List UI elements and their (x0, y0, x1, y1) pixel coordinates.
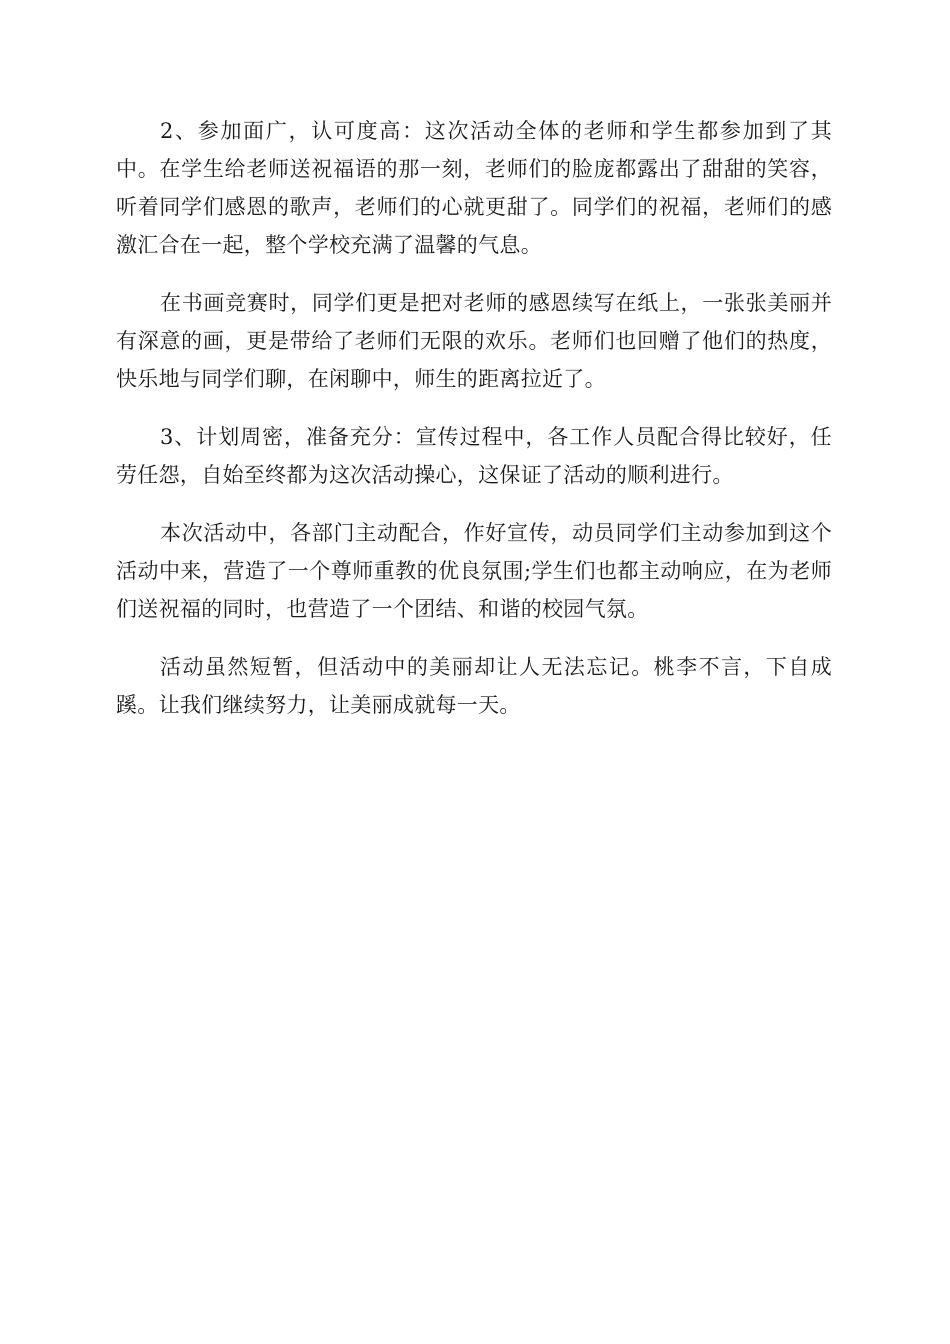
paragraph-painting-contest: 在书画竞赛时，同学们更是把对老师的感恩续写在纸上，一张张美丽并有深意的画，更是带给了老师们无限的欢乐。老师们也回赠了他们的热度，快乐地与同学们聊，在闲聊中，师生的距离拉近了。 (116, 291, 832, 391)
document-body (116, 112, 832, 744)
paragraph-planning: 3、计划周密，准备充分：宣传过程中，各工作人员配合得比较好，任劳任怨，自始至终都为这次活动操心，这保证了活动的顺利进行。 (116, 425, 832, 487)
paragraph-cooperation: 本次活动中，各部门主动配合，作好宣传，动员同学们主动参加到这个活动中来，营造了一个尊师重教的优良氛围;学生们也都主动响应，在为老师们送祝福的同时，也营造了一个团结、和谐的校园气氛。 (116, 521, 832, 621)
paragraph-conclusion: 活动虽然短暂，但活动中的美丽却让人无法忘记。桃李不言，下自成蹊。让我们继续努力，让美丽成就每一天。 (116, 655, 832, 717)
paragraph-participation: 2、参加面广，认可度高：这次活动全体的老师和学生都参加到了其中。在学生给老师送祝福语的那一刻，老师们的脸庞都露出了甜甜的笑容，听着同学们感恩的歌声，老师们的心就更甜了。同学们的祝福，老师们的感激汇合在一起，整个学校充满了温馨的气息。 (116, 119, 832, 257)
